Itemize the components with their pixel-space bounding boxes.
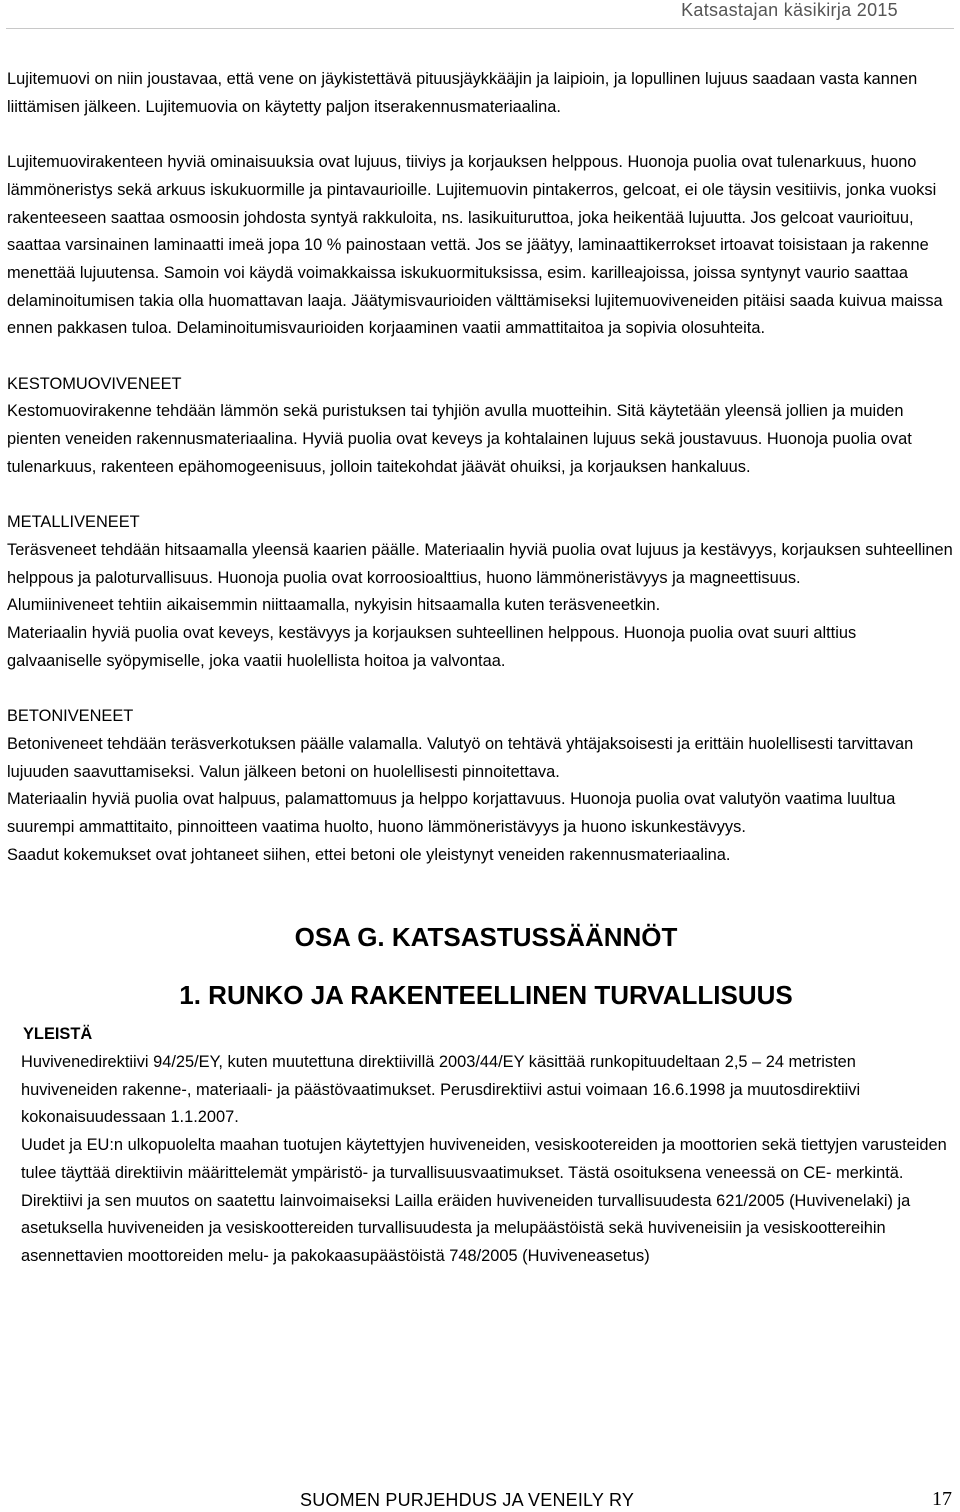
part-title-block (7, 919, 955, 1013)
intro-paragraph-1: Lujitemuovi on niin joustavaa, että vene on jäykistettävä pituusjäykkääjin ja laipioin, ja lopullinen lujuus saadaan vasta kannen liittämisen jälkeen. Lujitemuovia on käytetty paljon itserakennusmateriaalina. (7, 70, 918, 116)
kestomuoviveneet-paragraph: Kestomuovirakenne tehdään lämmön sekä puristuksen tai tyhjiön avulla muotteihin. Sitä käytetään yleensä jollien ja muiden pienten veneiden rakennusmateriaalina. Hyviä puolia ovat keveys ja kohtalainen lujuus sekä joustavuus. Huonoja puolia ovat tulenarkuus, rakenteen epähomogeenisuus, jolloin taitekohdat jäävät ohuiksi, ja korjauksen hankaluus. (7, 402, 912, 476)
metalliveneet-paragraph-2: Alumiiniveneet tehtiin aikaisemmin niittaamalla, nykyisin hitsaamalla kuten teräsveneetkin. (7, 596, 661, 615)
yleista-paragraph-1: Huvivenedirektiivi 94/25/EY, kuten muutettuna direktiivillä 2003/44/EY käsittää runkopituudeltaan 2,5 – 24 metristen huviveneiden rakenne-, materiaali- ja päästövaatimukset. Perusdirektiivi astui voimaan 16.6.1998 ja muutosdirektiivi kokonaisuudessaan 1.1.2007. (21, 1053, 861, 1127)
betoniveneet-heading: BETONIVENEET (7, 707, 134, 726)
metalliveneet-paragraph-1: Teräsveneet tehdään hitsaamalla yleensä kaarien päälle. Materiaalin hyviä puolia ovat lujuus ja kestävyys, korjauksen suhteellinen helppous ja paloturvallisuus. Huonoja puolia ovat korroosioalttius, huono lämmöneristävyys ja magneettisuus. (7, 540, 953, 587)
page-number: 17 (932, 1488, 952, 1510)
yleista-paragraph-2: Uudet ja EU:n ulkopuolelta maahan tuotujen käytettyjen huviveneiden, vesiskootereiden ja moottorien sekä tiettyjen varusteiden tulee täyttää direktiivin määrittelemät ympäristö- ja turvallisuusvaatimukset. Tästä osoituksena veneessä on CE- merkintä. Direktiivi ja sen muutos on saatettu lainvoimaiseksi Lailla eräiden huviveneiden turvallisuudesta 621/2005 (Huvivenelaki) ja asetuksella huviveneiden ja vesiskoottereiden turvallisuudesta ja melupäästöistä sekä huviveneisiin ja vesiskoottereihin asennettavien moottoreiden melu- ja pakokaasupäästöistä 748/2005 (Huviveneasetus) (21, 1136, 947, 1265)
intro-paragraph-2: Lujitemuovirakenteen hyviä ominaisuuksia ovat lujuus, tiiviys ja korjauksen helppous. Huonoja puolia ovat tulenarkuus, huono lämmöneristys sekä arkuus iskukuormille ja pintavaurioille. Lujitemuovin pintakerros, gelcoat, ei ole täysin vesitiivis, jonka vuoksi rakenteeseen saattaa osmoosin johdosta syntyä rakkuloita, ns. lasikuituruttoa, joka heikentää lujuutta. Jos gelcoat vaurioituu, saattaa varsinainen laminaatti imeä jopa 10 % painostaan vettä. Jos se jäätyy, laminaattikerrokset irtoavat toisistaan ja rakenne menettää lujuutensa. Samoin voi käydä voimakkaissa iskukuormituksissa, esim. karilleajoissa, joissa syntynyt vaurio saattaa delaminoitumisen takia olla huomattavan laaja. Jäätymisvaurioiden välttämiseksi lujitemuoviveneiden pitäisi saada kuivua maissa ennen pakkasen tuloa. Delaminoitumisvaurioiden korjaaminen vaatii ammattitaitoa ja sopivia olosuhteita. (7, 153, 943, 338)
yleista-body (7, 1049, 955, 1271)
chapter-title: 1. RUNKO JA RAKENTEELLINEN TURVALLISUUS (179, 980, 793, 1011)
kestomuoviveneet-heading: KESTOMUOVIVENEET (7, 374, 182, 393)
betoniveneet-paragraph-2: Materiaalin hyviä puolia ovat halpuus, palamattomuus ja helppo korjattavuus. Huonoja puolia ovat valutyön vaatima luultua suurempi ammattitaito, pinnoitteen vaatima huolto, huono lämmöneristävyys ja huono iskunkestävyys. (7, 790, 896, 836)
part-title: OSA G. KATSASTUSSÄÄNNÖT (294, 922, 678, 953)
betoniveneet-paragraph-1: Betoniveneet tehdään teräsverkotuksen päälle valamalla. Valutyö on tehtävä yhtäjaksoisesti ja erittäin huolellisesti tarvittavan lujuuden saavuttamiseksi. Valun jälkeen betoni on huolellisesti pinnoitettava. (7, 734, 914, 781)
header-divider (6, 28, 954, 29)
betoniveneet-paragraph-3: Saadut kokemukset ovat johtaneet siihen, ettei betoni ole yleistynyt veneiden rakennusmateriaalina. (7, 845, 731, 864)
yleista-heading: YLEISTÄ (23, 1025, 93, 1044)
page-content (7, 66, 955, 1271)
metalliveneet-paragraph-3: Materiaalin hyviä puolia ovat keveys, kestävyys ja korjauksen suhteellinen helppous. Huonoja puolia ovat suuri alttius galvaaniselle syöpymiselle, joka vaatii huolellista hoitoa ja valvontaa. (7, 624, 857, 670)
metalliveneet-heading: METALLIVENEET (7, 513, 140, 532)
footer-organization: SUOMEN PURJEHDUS JA VENEILY RY (300, 1490, 635, 1510)
running-header-title: Katsastajan käsikirja 2015 (681, 0, 898, 20)
